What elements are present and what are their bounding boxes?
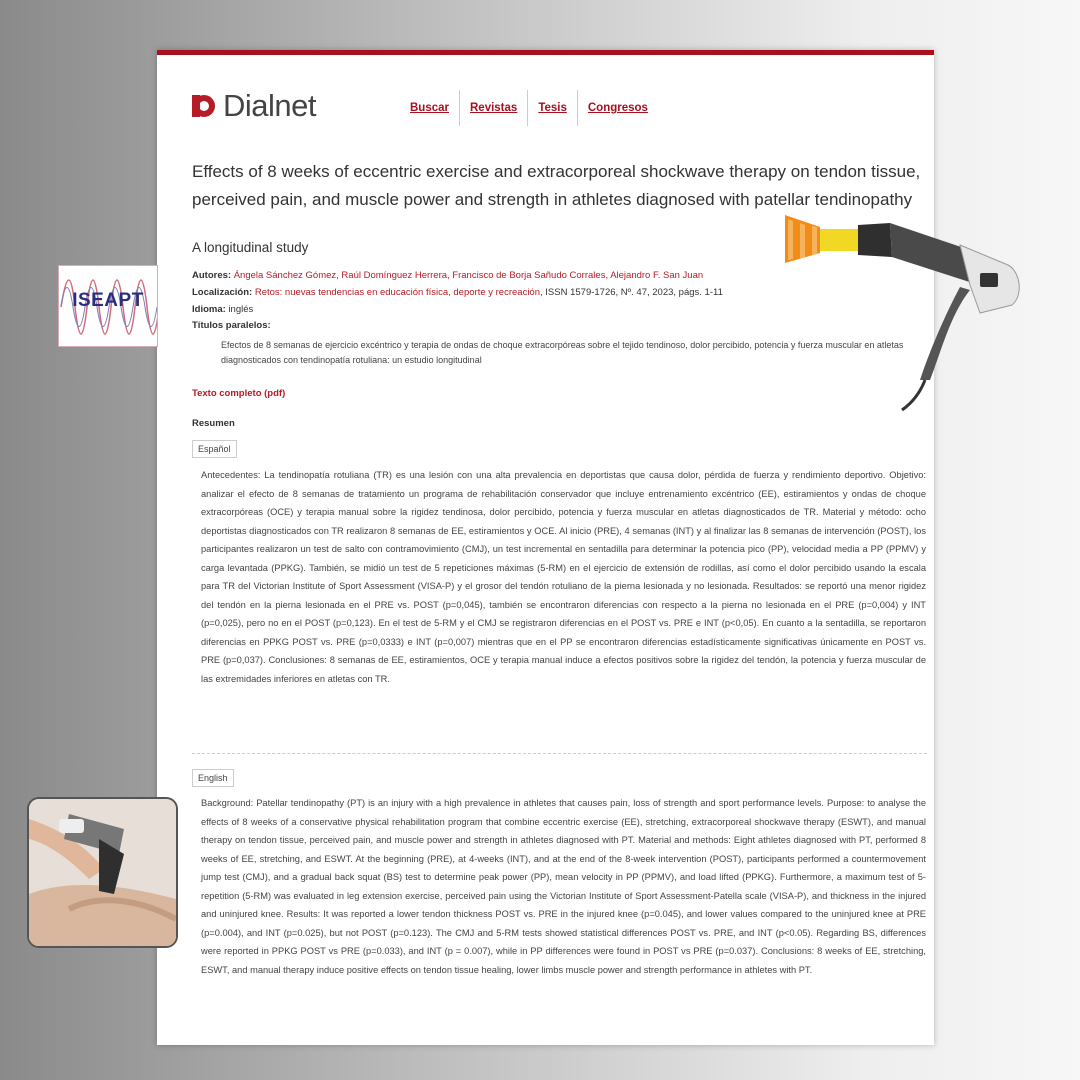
main-nav (402, 90, 658, 126)
authors-row (192, 270, 703, 281)
top-accent-bar (157, 50, 934, 55)
article-page (157, 50, 934, 1045)
abstract-english: Background: Patellar tendinopathy (PT) is an injury with a high prevalence in athletes that causes pain, loss of strength and sport performance levels. Purpose: to analyse the effects of 8 weeks of a conservative physical rehabilitation program that combine eccentric exercise (EE), stretching, extracorporeal shockwave therapy (ESWT), and manual therapy on tendon tissue, perceived pain, and muscle power and strength in athletes diagnosed with PT. Material and methods: Eight athletes diagnosed with PT, performed 8 weeks of EE, stretching, and ESWT. At the beginning (PRE), at 4-weeks (INT), and at the end of the 8-week intervention (POST), participants performed a countermovement jump test (CMJ), and a gradual back squat (BS) test to determine peak power (PP), mean velocity in PP (PPMV), and load lifted (PPKG). Furthermore, a maximum test of 5-repetition (5-RM) was evaluated in leg extension exercise, perceived pain using the Victorian Institute of Sport Assessment-Patella scale (VISA-P), and thickness in the injured and uninjured knee. Results: It was reported a lower tendon thickness POST vs. PRE in the injured knee (p=0.045), and lower values compared to the uninjured knee at PRE (p=0.004), and INT (p=0.025), but not POST (p=0.123). The CMJ and 5-RM tests showed statistical differences POST vs. PRE, and INT (p<0.05). Regarding BS, differences were reported in PPKG POST vs PRE (p=0.033), and INT (p = 0.007), while in PP differences were found in POST vs PRE (p=0.037). Conclusions: 8 weeks of EE, stretching, ESWT, and manual therapy induce positive effects on tendon tissue healing, lower limbs muscle power and strength performance in athletes with PT. (201, 798, 926, 975)
nav-buscar[interactable]: Buscar (410, 102, 449, 114)
summary-heading: Resumen (192, 418, 235, 429)
section-divider (192, 753, 927, 754)
parallel-titles-label: Títulos paralelos: (192, 320, 271, 331)
iseapt-badge (58, 265, 158, 347)
dialnet-logo-icon (193, 95, 215, 117)
lang-tab-spanish[interactable]: Español (192, 440, 237, 458)
fulltext-pdf-link[interactable]: Texto completo (pdf) (192, 388, 286, 399)
nav-congresos[interactable]: Congresos (577, 90, 658, 126)
dialnet-logo[interactable] (193, 88, 316, 124)
nav-tesis[interactable]: Tesis (527, 90, 577, 126)
iseapt-badge-text: ISEAPT (72, 290, 144, 311)
language-label: Idioma: (192, 304, 226, 315)
journal-link[interactable]: Retos: nuevas tendencias en educación física, deporte y recreación (254, 287, 540, 298)
logo-text: Dialnet (223, 88, 316, 123)
language-value: inglés (228, 304, 254, 315)
shockwave-device-icon (780, 205, 1040, 415)
article-title: Effects of 8 weeks of eccentric exercise and extracorporeal shockwave therapy on tendon tissue, perceived pain, and muscle power and strength in athletes diagnosed with patellar tendinopathy (192, 162, 921, 209)
location-row (192, 287, 723, 298)
parallel-title-text: Efectos de 8 semanas de ejercicio excéntrico y terapia de ondas de choque extracorpóreas sobre el tejido tendinoso, dolor percibido, potencia y fuerza muscular en atletas diagnosticados con tendinopatía rotuliana: un estudio longitudinal (221, 340, 904, 365)
authors-links[interactable]: Ángela Sánchez Gómez, Raúl Domínguez Herrera, Francisco de Borja Sañudo Corrales, Alejandro F. San Juan (233, 270, 704, 281)
abstract-spanish: Antecedentes: La tendinopatía rotuliana (TR) es una lesión con una alta prevalencia en deportistas que causa dolor, pérdida de fuerza y rendimiento deportivo. Objetivo: analizar el efecto de 8 semanas de tratamiento un programa de rehabilitación conservador que incluye entrenamiento excéntrico (EE), estiramientos y ondas de choque extracorpóreas (OCE) y terapia manual sobre la rigidez tendinosa, dolor percibido, potencia y fuerza muscular en atletas diagnosticados de TR. Material y método: ocho deportistas diagnosticados con TR realizaron 8 semanas de EE, estiramientos y OCE. Al inicio (PRE), 4 semanas (INT) y al finalizar las 8 semanas de intervención (POST), los participantes realizaron un test de salto con contramovimiento (CMJ), un test incremental en sentadilla para determinar la potencia pico (PP), velocidad media a PP (PPMV) y carga levantada (PPKG). También, se midió un test de 5 repeticiones máximas (5-RM) en el ejercicio de extensión de rodillas, así como el dolor percibido usando la escala para TR del Victorian Institute of Sport Assessment (VISA-P) y el grosor del tendón rotuliano de la pierna lesionada y no lesionada. Resultados: se reportó una menor rigidez del tendón en la pierna lesionada en el PRE vs. POST (p=0,045), también se encontraron diferencias con respecto a la pierna no lesionada en el PRE (p=0,004) y INT (p=0,025), pero no en el POST (p=0,123). En el test de 5-RM y el CMJ se registraron diferencias en el POST vs. PRE e INT (p<0,05). En cuanto a la sentadilla, se reportaron diferencias en PPKG POST vs. PRE (p=0,0333) e INT (p=0,007) mientras que en el PP se encontraron diferencias estadísticamente significativas únicamente en POST vs. PRE (p=0,037). Conclusiones: 8 semanas de EE, estiramientos, OCE y terapia manual induce a efectos positivos sobre la rigidez del tendón, la potencia y fuerza muscular de las extremidades inferiores en atletas con TR. (201, 470, 926, 684)
lang-tab-english[interactable]: English (192, 769, 234, 787)
knee-treatment-photo (27, 797, 178, 948)
knee-treatment-icon (29, 799, 176, 946)
nav-revistas[interactable]: Revistas (459, 90, 527, 126)
language-row (192, 304, 253, 315)
article-subtitle: A longitudinal study (192, 240, 309, 255)
authors-label: Autores: (192, 270, 232, 281)
parallel-titles-row (192, 320, 271, 331)
location-label: Localización: (192, 287, 253, 298)
location-details: , ISSN 1579-1726, Nº. 47, 2023, págs. 1-11 (540, 287, 723, 298)
